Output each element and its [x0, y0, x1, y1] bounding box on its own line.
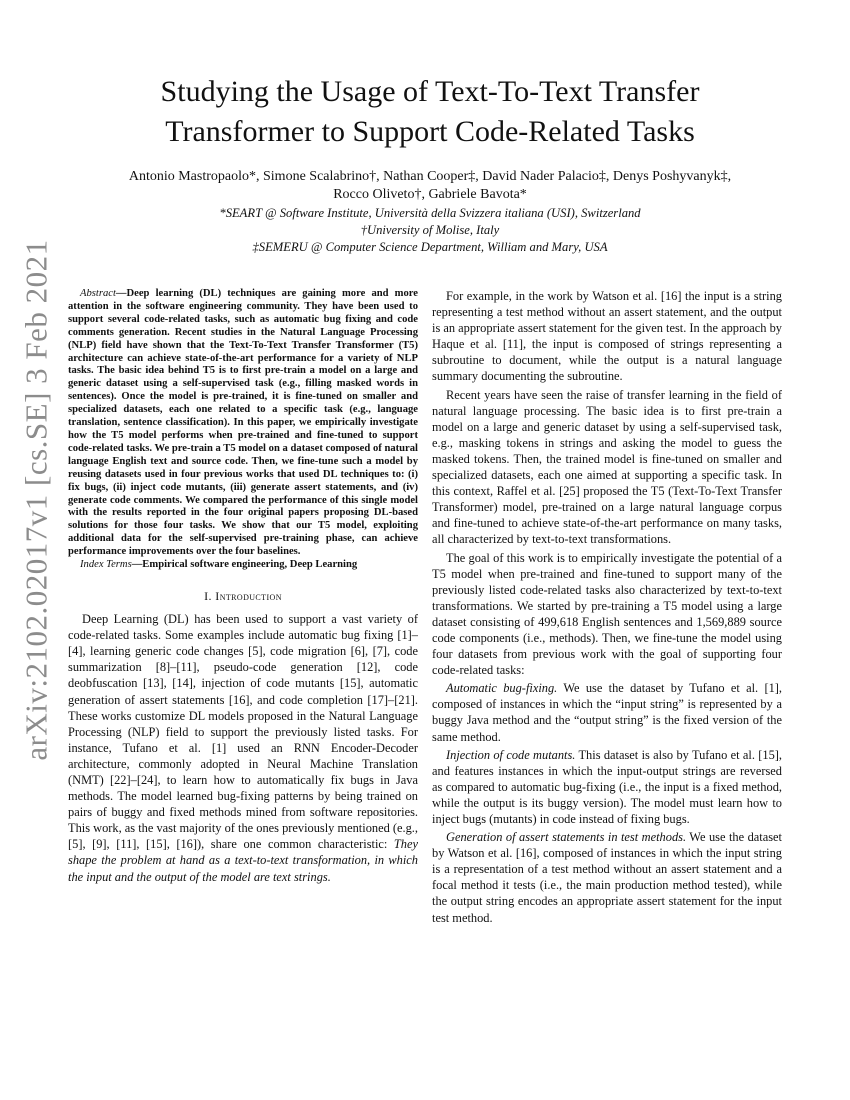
affiliation-seart: *SEART @ Software Institute, Università della Svizzera italiana (USI), Switzerland [219, 206, 641, 220]
task-code-mutants-label: Injection of code mutants. [446, 747, 576, 762]
arxiv-watermark [8, 239, 66, 761]
intro-paragraph-1-text: Deep Learning (DL) has been used to support a vast variety of code-related tasks. Some examples include automatic bug fixing [1]–[4], learning generic code changes [5], code migration [6], [7], code summarization [8]–[11], pseudo-code generation [12], code deobfuscation [13], [14], injection of code mutants [15], automatic generation of assert statements [16], and code completion [17]–[21]. These works customize DL models proposed in the Natural Language Processing (NLP) field to support the previously listed tasks. For instance, Tufano et al. [1] used an RNN Encoder-Decoder architecture, commonly adopted in Neural Machine Translation (NMT) [22]–[24], to learn how to automatically fix bugs in Java methods. The model learned bug-fixing patterns by being trained on pairs of buggy and fixed methods mined from software repositories. This work, as the vast majority of the ones previously mentioned (e.g., [5], [9], [11], [15], [16]), share one common characteristic: [68, 612, 418, 852]
right-paragraph-1: For example, in the work by Watson et al. [16] the input is a string representing a test method without an assert statement, and the output is an appropriate assert statement for the given test. In the approach by Haque et al. [11], the input is composed of strings representing a subroutine to document, while the output is a natural language summary documenting the subroutine. [432, 289, 782, 384]
author-list [70, 168, 790, 204]
task-bug-fixing-label: Automatic bug-fixing. [446, 681, 558, 696]
author-line-1: Antonio Mastropaolo*, Simone Scalabrino†, Nathan Cooper‡, David Nader Palacio‡, Denys Poshyvanyk‡, [128, 169, 732, 184]
task-assert-statements-text: We use the dataset by Watson et al. [16], composed of instances in which the input string is a representation of a test method without an assert statement and a focal method it tests (i.e., the main production method tested), while the output string encodes an appropriate assert statement for the input test method. [432, 830, 782, 925]
index-terms [68, 559, 418, 572]
intro-paragraph-1 [68, 611, 418, 885]
task-assert-statements [432, 829, 782, 926]
abstract-text: —Deep learning (DL) techniques are gaining more and more attention in the software engineering community. They have been used to support several code-related tasks, such as automatic bug fixing and code comments generation. Recent studies in the Natural Language Processing (NLP) field have shown that the Text-To-Text Transfer Transformer (T5) architecture can achieve state-of-the-art performance for a variety of NLP tasks. The basic idea behind T5 is to first pre-train a model on a large and generic dataset using a self-supervised task (e.g., filling masked words in sentences). Once the model is pre-trained, it is fine-tuned on smaller and specialized datasets, each one related to a specific task (e.g., language translation, sentence classification). In this paper, we empirically investigate how the T5 model performs when pre-trained and fine-tuned to support code-related tasks. We pre-train a T5 model on a dataset composed of natural language English text and source code. Then, we fine-tune such a model by reusing datasets used in four previous works that used DL techniques to: (i) fix bugs, (ii) inject code mutants, (iii) generate assert statements, and (iv) generate code comments. We compared the performance of this single model with the results reported in the four original papers proposing DL-based solutions for those four tasks. We show that our T5 model, exploiting additional data for the self-supervised pre-training phase, can achieve performance improvements over the four baselines. [68, 288, 418, 558]
task-bug-fixing-text: We use the dataset by Tufano et al. [1], composed of instances in which the “input string” is represented by a buggy Java method and the “output string” is the fixed version of the same method. [432, 681, 783, 744]
right-paragraph-3: The goal of this work is to empirically investigate the potential of a T5 model when pre-trained and fine-tuned to support many of the previously listed code-related tasks also characterized by text-to-text transformations. We started by pre-training a T5 model using a large dataset consisting of 499,618 English sentences and 1,569,889 source code components (i.e., methods). Then, we fine-tune the model using four datasets from previous work with the goal of supporting four code-related tasks: [432, 550, 782, 678]
abstract [68, 288, 418, 559]
task-code-mutants-text: This dataset is also by Tufano et al. [15], and features instances in which the input-output strings are reversed as compared to automatic bug-fixing (i.e., the input is a fixed method, while the output is its buggy version). The model must learn how to inject bugs (mutants) in code instead of fixing bugs. [432, 747, 782, 826]
affiliation-molise: †University of Molise, Italy [360, 223, 500, 237]
index-terms-label: Index Terms [80, 559, 132, 571]
task-assert-statements-label: Generation of assert statements in test methods. [446, 830, 687, 845]
left-column [68, 288, 418, 885]
affiliation-semeru: ‡SEMERU @ Computer Science Department, William and Mary, USA [252, 240, 608, 254]
author-line-2: Rocco Oliveto†, Gabriele Bavota* [333, 187, 527, 202]
right-column [432, 288, 782, 928]
affiliations [70, 205, 790, 256]
arxiv-identifier: arXiv:2102.02017v1 [cs.SE] 3 Feb 2021 [19, 239, 54, 761]
index-terms-text: —Empirical software engineering, Deep Learning [131, 559, 358, 571]
section-heading-introduction: I. Introduction [204, 588, 282, 603]
right-paragraph-2: Recent years have seen the raise of transfer learning in the field of natural language processing. The basic idea is to first pre-train a model on a large and generic dataset by using a self-supervised task, e.g., masking tokens in strings and asking the model to guess the masked tokens. Then, the trained model is fine-tuned on smaller and specialized datasets, each one aimed at supporting a specific task. In this context, Raffel et al. [25] proposed the T5 (Text-To-Text Transfer Transformer) model, pre-trained on a large natural language corpus and fine-tuned to achieve state-of-the-art performance on many tasks, all characterized by text-to-text transformations. [432, 387, 782, 547]
task-bug-fixing [432, 680, 782, 744]
abstract-label: Abstract [80, 288, 116, 299]
paper-title: Studying the Usage of Text-To-Text Transfer Transformer to Support Code-Related Tasks [160, 75, 700, 148]
task-code-mutants [432, 747, 782, 827]
intro-paragraph-1-emphasis: They shape the problem at hand as a text-to-text transformation, in which the input and the output of the model are text strings. [68, 837, 418, 884]
